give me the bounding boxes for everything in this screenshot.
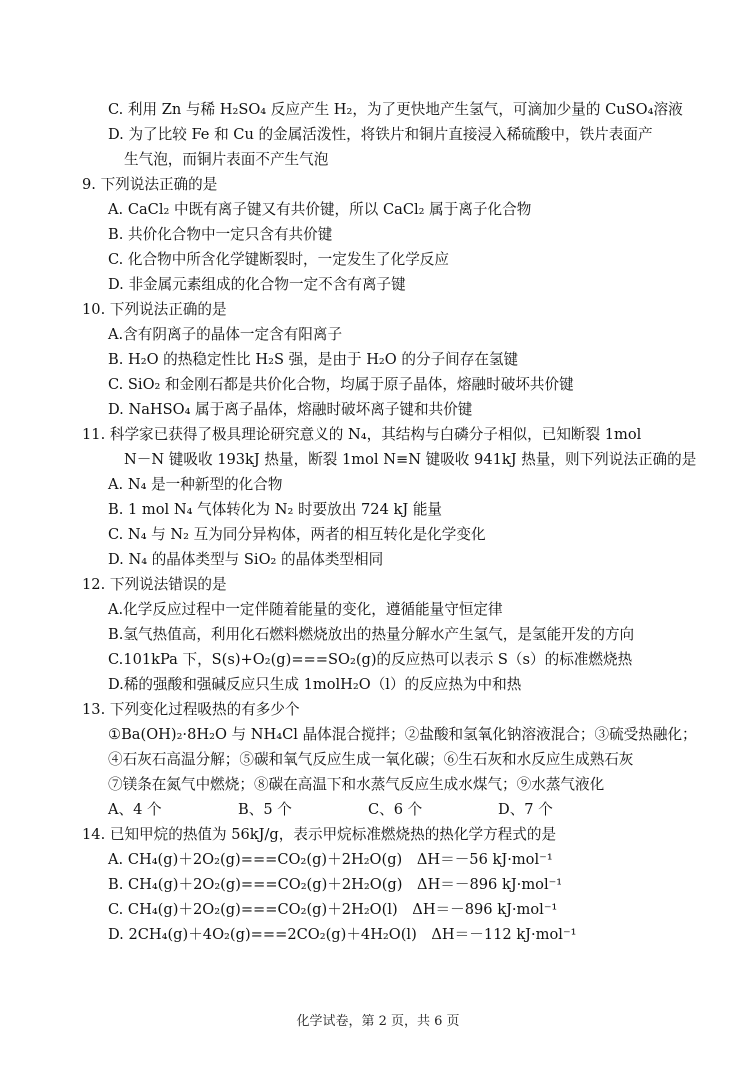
q10-option-c: C. SiO₂ 和金刚石都是共价化合物，均属于原子晶体，熔融时破坏共价键 xyxy=(108,376,574,393)
q11-stem: 11. 科学家已获得了极具理论研究意义的 N₄，其结构与白磷分子相似，已知断裂 1mol xyxy=(82,426,642,443)
q14-option-a: A. CH₄(g)＋2O₂(g)===CO₂(g)＋2H₂O(g) ΔH＝－56 kJ·mol⁻¹ xyxy=(108,851,553,868)
q13-item-line-3: ⑦镁条在氮气中燃烧；⑧碳在高温下和水蒸气反应生成水煤气；⑨水蒸气液化 xyxy=(108,776,605,793)
q10-option-d: D. NaHSO₄ 属于离子晶体，熔融时破坏离子键和共价键 xyxy=(108,401,473,418)
q13-item-line-1: ①Ba(OH)₂·8H₂O 与 NH₄Cl 晶体混合搅拌；②盐酸和氢氧化钠溶液混合；③硫受热融化； xyxy=(108,726,697,743)
q9-stem: 9. 下列说法正确的是 xyxy=(82,176,218,193)
q13-stem: 13. 下列变化过程吸热的有多少个 xyxy=(82,701,300,718)
q14-option-c: C. CH₄(g)＋2O₂(g)===CO₂(g)＋2H₂O(l) ΔH＝－896 kJ·mol⁻¹ xyxy=(108,901,558,918)
q9-option-d: D. 非金属元素组成的化合物一定不含有离子键 xyxy=(108,276,406,293)
q13-option-d: D、7 个 xyxy=(498,801,553,818)
q13-choices xyxy=(108,798,628,823)
q9-option-c: C. 化合物中所含化学键断裂时，一定发生了化学反应 xyxy=(108,251,449,268)
q14-option-b: B. CH₄(g)＋2O₂(g)===CO₂(g)＋2H₂O(g) ΔH＝－896 kJ·mol⁻¹ xyxy=(108,876,563,893)
q8-option-d: D. 为了比较 Fe 和 Cu 的金属活泼性，将铁片和铜片直接浸入稀硫酸中，铁片表面产 xyxy=(108,126,653,143)
q13-option-c: C、6 个 xyxy=(368,801,423,818)
q12-option-c: C.101kPa 下，S(s)+O₂(g)===SO₂(g)的反应热可以表示 S（s）的标准燃烧热 xyxy=(108,651,633,668)
page-footer: 化学试卷，第 2 页，共 6 页 xyxy=(296,1014,460,1029)
q10-stem: 10. 下列说法正确的是 xyxy=(82,301,227,318)
q11-option-d: D. N₄ 的晶体类型与 SiO₂ 的晶体类型相同 xyxy=(108,551,384,568)
q11-stem-cont: N－N 键吸收 193kJ 热量，断裂 1mol N≡N 键吸收 941kJ 热量，则下列说法正确的是 xyxy=(124,451,697,468)
q14-stem: 14. 已知甲烷的热值为 56kJ/g，表示甲烷标准燃烧热的热化学方程式的是 xyxy=(82,826,557,843)
q13-option-a: A、4 个 xyxy=(108,801,162,818)
q14-option-d: D. 2CH₄(g)＋4O₂(g)===2CO₂(g)＋4H₂O(l) ΔH＝－112 kJ·mol⁻¹ xyxy=(108,926,577,943)
q10-option-a: A.含有阴离子的晶体一定含有阳离子 xyxy=(108,326,343,343)
q12-option-a: A.化学反应过程中一定伴随着能量的变化，遵循能量守恒定律 xyxy=(108,601,503,618)
q9-option-b: B. 共价化合物中一定只含有共价键 xyxy=(108,226,333,243)
q8-option-c: C. 利用 Zn 与稀 H₂SO₄ 反应产生 H₂，为了更快地产生氢气，可滴加少量的 CuSO₄溶液 xyxy=(108,101,683,118)
q13-item-line-2: ④石灰石高温分解；⑤碳和氧气反应生成一氧化碳；⑥生石灰和水反应生成熟石灰 xyxy=(108,751,634,768)
q10-option-b: B. H₂O 的热稳定性比 H₂S 强，是由于 H₂O 的分子间存在氢键 xyxy=(108,351,519,368)
q11-option-b: B. 1 mol N₄ 气体转化为 N₂ 时要放出 724 kJ 能量 xyxy=(108,501,443,518)
q12-option-b: B.氢气热值高，利用化石燃料燃烧放出的热量分解水产生氢气，是氢能开发的方向 xyxy=(108,626,635,643)
q9-option-a: A. CaCl₂ 中既有离子键又有共价键，所以 CaCl₂ 属于离子化合物 xyxy=(108,201,532,218)
q13-option-b: B、5 个 xyxy=(238,801,292,818)
q8-option-d-cont: 生气泡，而铜片表面不产生气泡 xyxy=(124,151,329,168)
q12-option-d: D.稀的强酸和强碱反应只生成 1molH₂O（l）的反应热为中和热 xyxy=(108,676,522,693)
q11-option-c: C. N₄ 与 N₂ 互为同分异构体，两者的相互转化是化学变化 xyxy=(108,526,486,543)
q11-option-a: A. N₄ 是一种新型的化合物 xyxy=(108,476,283,493)
q12-stem: 12. 下列说法错误的是 xyxy=(82,576,227,593)
